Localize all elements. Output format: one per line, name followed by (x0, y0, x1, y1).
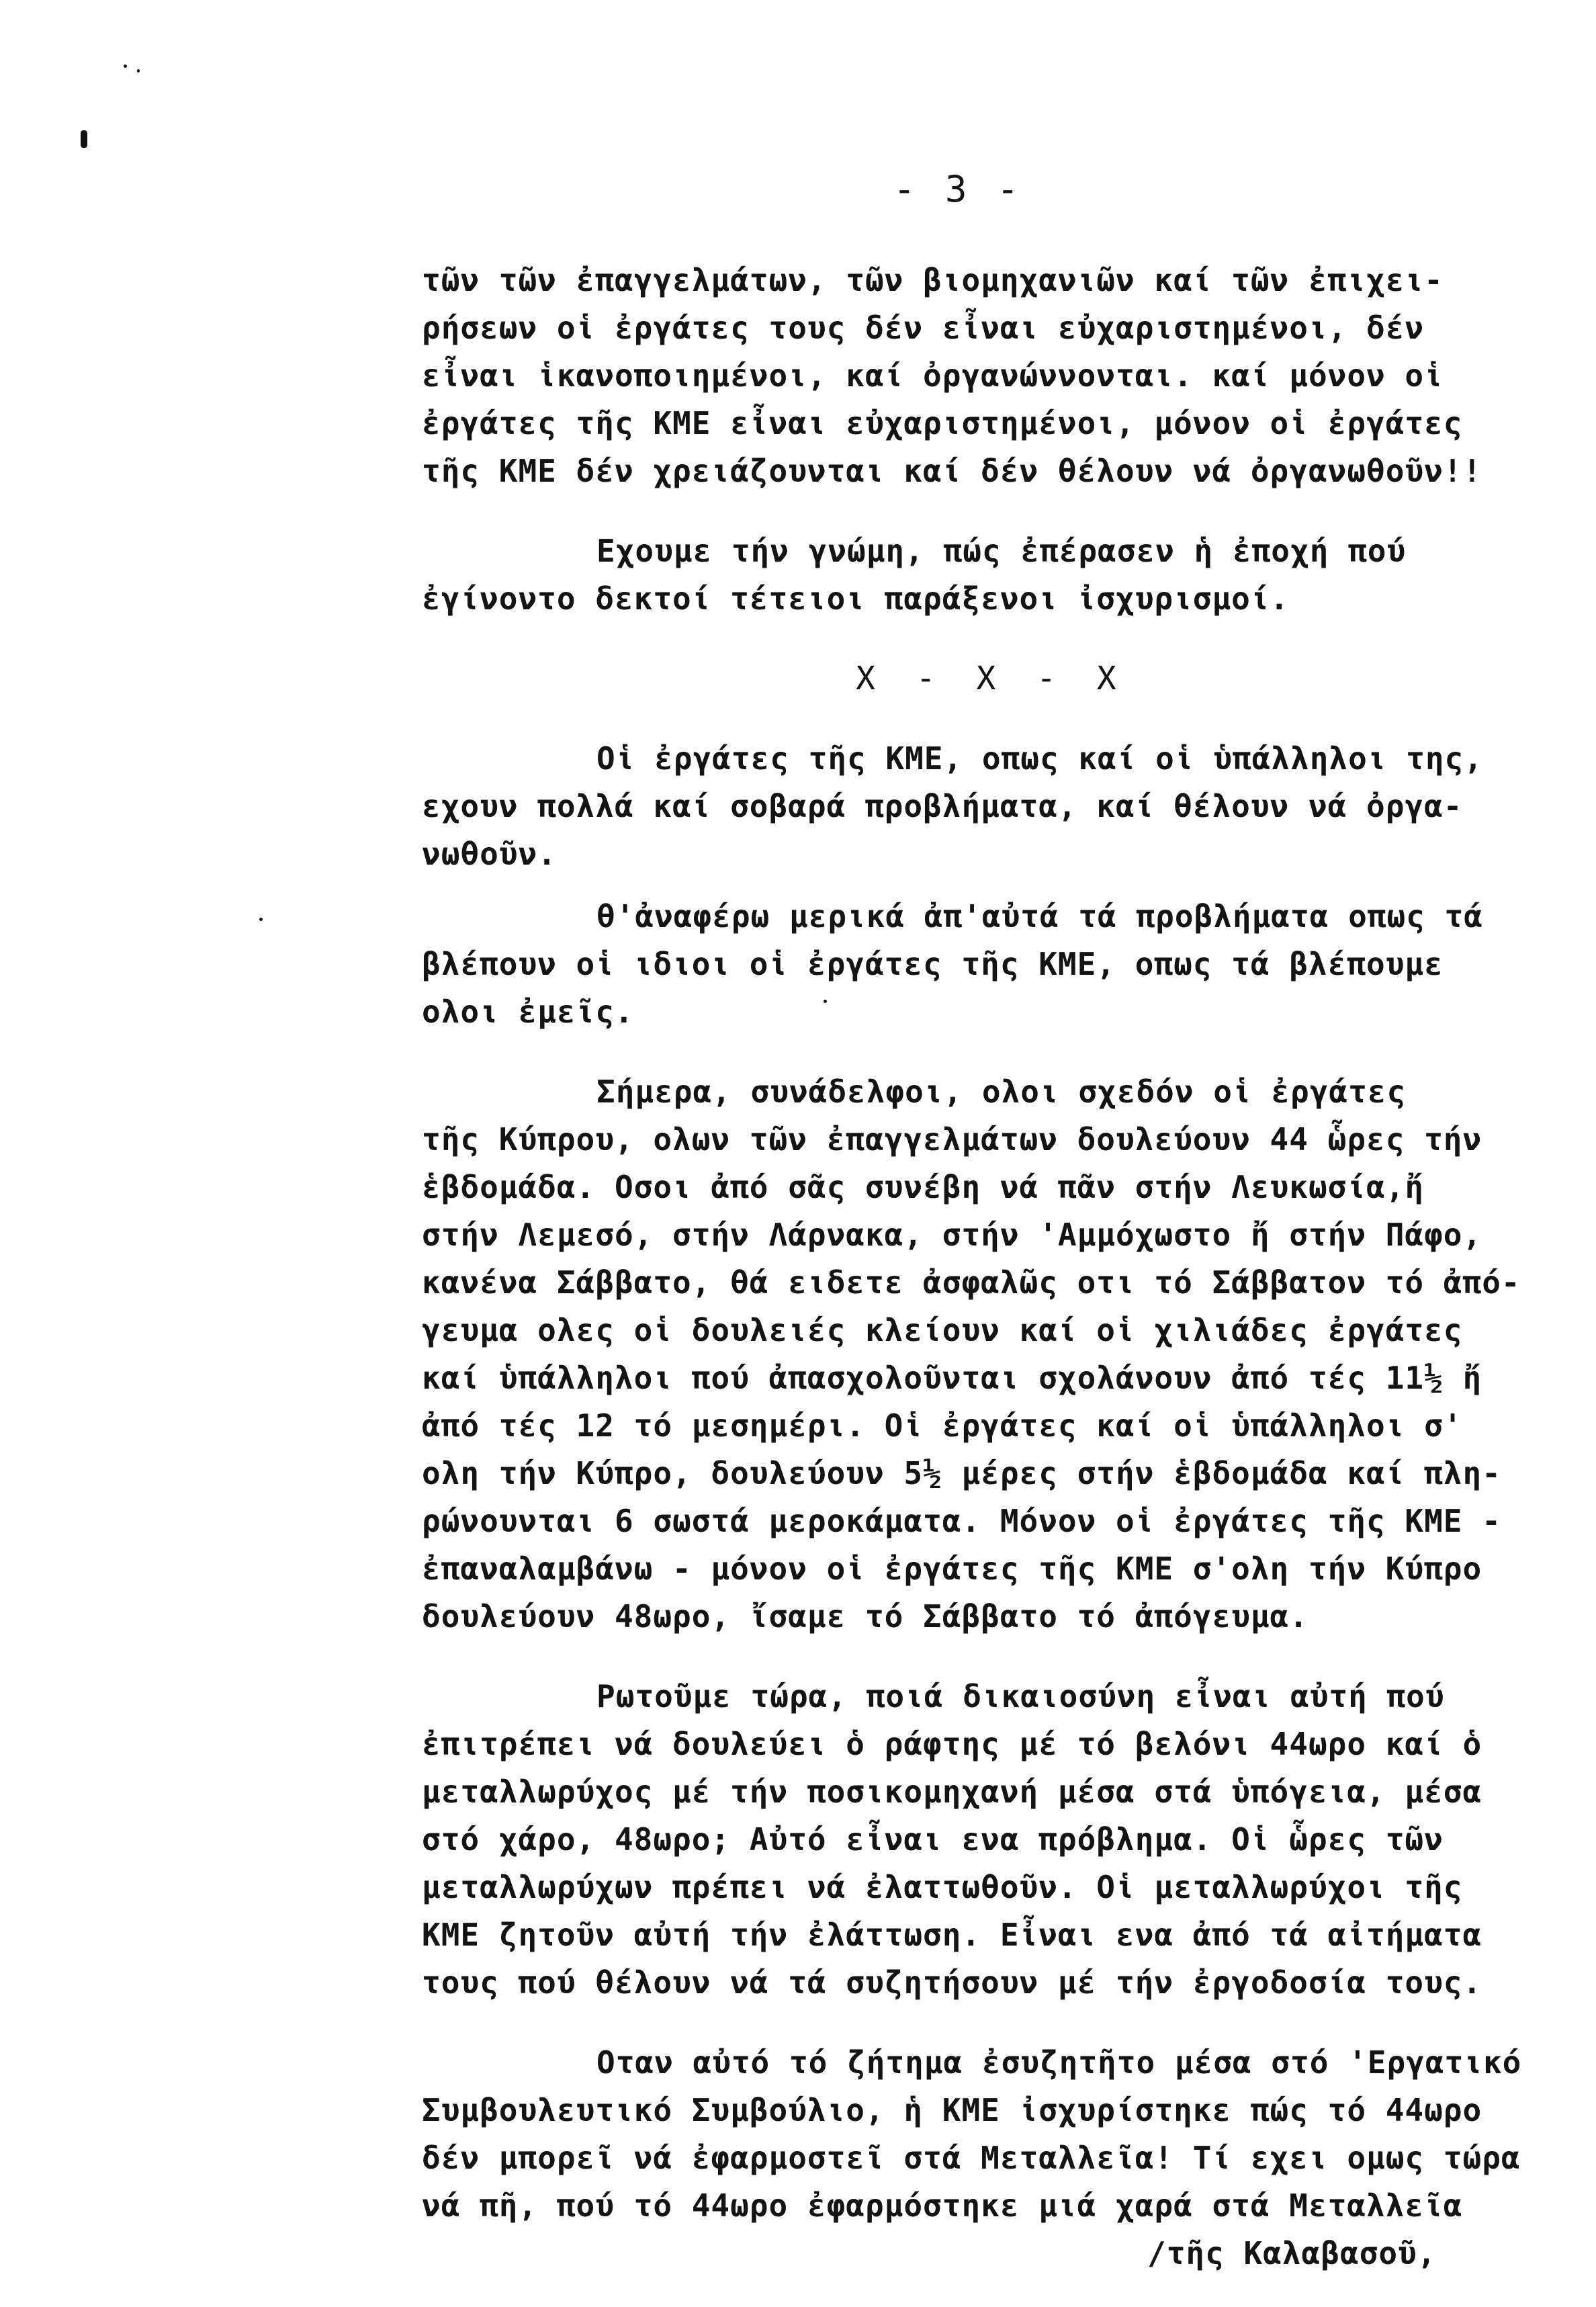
text-line: στό χάρο, 48ωρο; Αὐτό εἶναι ενα πρόβλημα. Οἱ ὧρες τῶν (422, 1821, 1444, 1858)
paragraph-gap (422, 878, 1596, 893)
paragraph-gap (422, 703, 1596, 735)
text-line: στήν Λεμεσό, στήν Λάρνακα, στήν 'Αμμόχωστο ἤ στήν Πάφο, (422, 1217, 1482, 1253)
paragraph (422, 1068, 1596, 1641)
continuation-line: /τῆς Καλαβασοῦ, (1147, 2235, 1437, 2271)
paragraph (422, 527, 1596, 623)
text-line: Σήμερα, συνάδελφοι, ολοι σχεδόν οἱ ἐργάτες (596, 1074, 1407, 1110)
text-line: ολη τήν Κύπρο, δουλεύουν 5½ μέρες στήν ἑβδομάδα καί πλη- (422, 1455, 1501, 1491)
text-line: ρήσεων οἱ ἐργάτες τους δέν εἶναι εὐχαριστημένοι, δέν (422, 310, 1425, 346)
text-line: δουλεύουν 48ωρο, ἴσαμε τό Σάββατο τό ἀπόγευμα. (422, 1598, 1309, 1635)
text-line: τῆς Κύπρου, ολων τῶν ἐπαγγελμάτων δουλεύουν 44 ὧρες τήν (422, 1121, 1482, 1158)
scan-speck (124, 64, 127, 68)
text-line: νωθοῦν. (422, 836, 557, 872)
paragraph-gap (422, 495, 1596, 527)
paragraph (422, 735, 1596, 878)
text-line: ἐπαναλαμβάνω - μόνον οἱ ἐργάτες τῆς ΚΜΕ σ'ολη τήν Κύπρο (422, 1551, 1482, 1587)
text-line: τους πού θέλουν νά τά συζητήσουν μέ τήν ἐργοδοσία τους. (422, 1964, 1482, 2001)
text-line: ΚΜΕ ζητοῦν αὐτή τήν ἐλάττωση. Εἶναι ενα ἀπό τά αἰτήματα (422, 1917, 1482, 1953)
text-line: τῆς ΚΜΕ δέν χρειάζουνται καί δέν θέλουν νά ὀργανωθοῦν!! (422, 453, 1482, 489)
document-body (422, 257, 1596, 2277)
paragraph-gap (422, 1641, 1596, 1673)
scan-speck (81, 130, 87, 148)
text-line: Εχουμε τήν γνώμη, πώς ἐπέρασεν ἡ ἐποχή πού (596, 533, 1407, 569)
text-line: ἑβδομάδα. Οσοι ἀπό σᾶς συνέβη νά πᾶν στήν Λευκωσία,ἤ (422, 1169, 1425, 1205)
page-number: - 3 - (893, 168, 1023, 210)
paragraph (422, 893, 1596, 1036)
text-line: Ρωτοῦμε τώρα, ποιά δικαιοσύνη εἶναι αὐτή πού (596, 1678, 1445, 1714)
text-line: ἐργάτες τῆς ΚΜΕ εἶναι εὐχαριστημένοι, μόνον οἱ ἐργάτες (422, 405, 1463, 441)
text-line: μεταλλωρύχος μέ τήν ποσικομηχανή μέσα στά ὑπόγεια, μέσα (422, 1774, 1482, 1810)
text-line: νά πῆ, πού τό 44ωρο ἐφαρμόστηκε μιά χαρά στά Μεταλλεῖα (422, 2187, 1463, 2224)
text-line: Οἱ ἐργάτες τῆς ΚΜΕ, οπως καί οἱ ὑπάλληλοι της, (596, 740, 1483, 777)
paragraph-gap (422, 1036, 1596, 1068)
text-line: εἶναι ἱκανοποιημένοι, καί ὀργανώννονται. καί μόνον οἱ (422, 357, 1444, 394)
paragraph (422, 1673, 1596, 2007)
text-line: Συμβουλευτικό Συμβούλιο, ἡ ΚΜΕ ἰσχυρίστηκε πώς τό 44ωρο (422, 2092, 1482, 2128)
text-line: δέν μπορεῖ νά ἐφαρμοστεῖ στά Μεταλλεῖα! Τί εχει ομως τώρα (422, 2140, 1521, 2176)
text-line: γευμα ολες οἱ δουλειές κλείουν καί οἱ χιλιάδες ἐργάτες (422, 1312, 1463, 1348)
paragraph (422, 2039, 1596, 2230)
paragraph-gap (422, 623, 1596, 655)
text-line: ρώνουνται 6 σωστά μεροκάματα. Μόνον οἱ ἐργάτες τῆς ΚΜΕ - (422, 1503, 1501, 1539)
scan-speck (259, 918, 263, 921)
section-separator: X - X - X (856, 660, 1117, 697)
paragraph-gap (422, 2007, 1596, 2039)
text-line: θ'ἀναφέρω μερικά ἀπ'αὐτά τά προβλήματα οπως τά (596, 898, 1483, 934)
text-line: Οταν αὐτό τό ζήτημα ἐσυζητῆτο μέσα στό 'Εργατικό (596, 2044, 1522, 2081)
scan-speck (137, 69, 140, 73)
text-line: μεταλλωρύχων πρέπει νά ἐλαττωθοῦν. Οἱ μεταλλωρύχοι τῆς (422, 1869, 1463, 1905)
text-line: κανένα Σάββατο, θά ειδετε ἀσφαλῶς οτι τό Σάββατον τό ἀπό- (422, 1264, 1521, 1301)
text-line: ολοι ἐμεῖς. (422, 994, 634, 1030)
text-line: ἐπιτρέπει νά δουλεύει ὁ ράφτης μέ τό βελόνι 44ωρο καί ὁ (422, 1726, 1482, 1762)
text-line: ἐγίνοντο δεκτοί τέτειοι παράξενοι ἰσχυρισμοί. (422, 580, 1290, 617)
text-line: βλέπουν οἱ ιδιοι οἱ ἐργάτες τῆς ΚΜΕ, οπως τά βλέπουμε (422, 946, 1444, 982)
text-line: ἀπό τές 12 τό μεσημέρι. Οἱ ἐργάτες καί οἱ ὑπάλληλοι σ' (422, 1407, 1463, 1444)
paragraph (422, 257, 1596, 495)
text-line: τῶν τῶν ἐπαγγελμάτων, τῶν βιομηχανιῶν καί τῶν ἐπιχει- (422, 262, 1444, 298)
text-line: εχουν πολλά καί σοβαρά προβλήματα, καί θέλουν νά ὀργα- (422, 788, 1463, 824)
text-line: καί ὑπάλληλοι πού ἀπασχολοῦνται σχολάνουν ἀπό τές 11½ ἤ (422, 1360, 1482, 1396)
